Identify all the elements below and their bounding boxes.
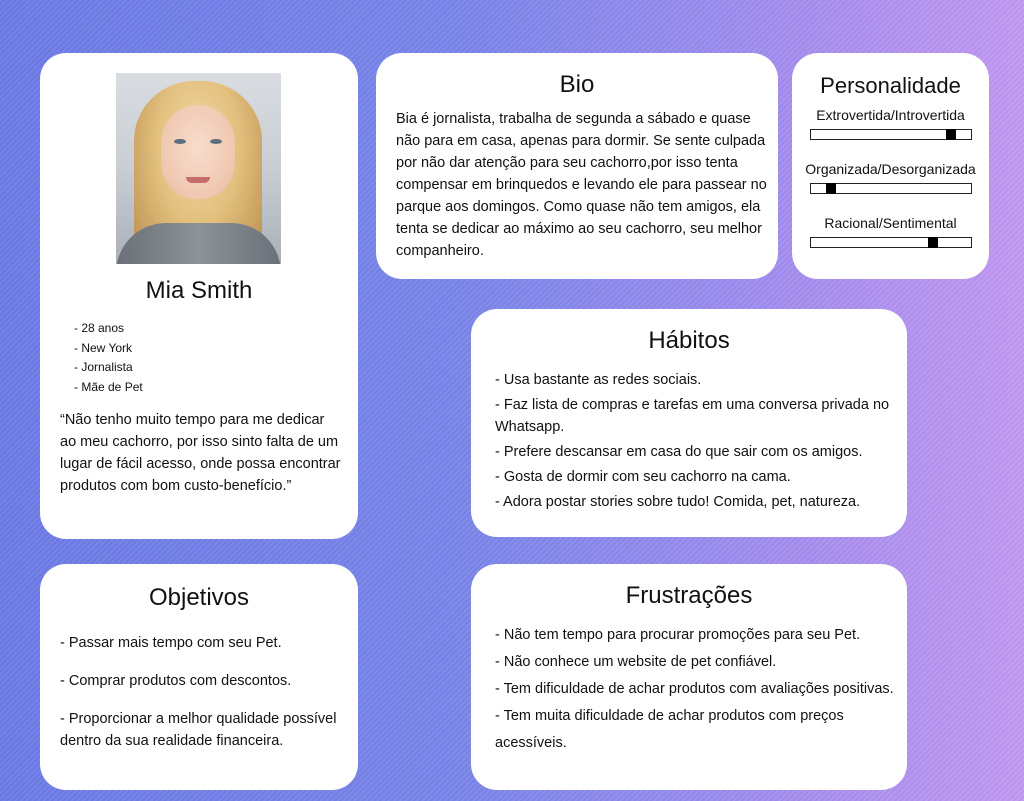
trait-rationality bbox=[792, 215, 989, 231]
trait-slider bbox=[810, 237, 972, 248]
list-item: - Não tem tempo para procurar promoções para seu Pet. bbox=[495, 627, 861, 643]
habits-title: Hábitos bbox=[648, 327, 730, 354]
list-item: - Proporcionar a melhor qualidade possível dentro da sua realidade financeira. bbox=[60, 711, 337, 749]
persona-facts bbox=[74, 319, 143, 397]
fact-city: - New York bbox=[74, 340, 133, 355]
frustrations-list bbox=[495, 622, 895, 757]
list-item: - Tem muita dificuldade de achar produtos com preços acessíveis. bbox=[495, 708, 844, 751]
profile-photo bbox=[116, 73, 281, 264]
goals-card bbox=[40, 564, 358, 790]
trait-slider bbox=[810, 129, 972, 140]
fact-job: - Jornalista bbox=[74, 360, 133, 374]
trait-thumb bbox=[826, 183, 836, 194]
habits-card bbox=[471, 309, 907, 537]
list-item: - Passar mais tempo com seu Pet. bbox=[60, 635, 282, 651]
persona-quote: “Não tenho muito tempo para me dedicar ao meu cachorro, por isso sinto falta de um lugar de fácil acesso, onde possa encontrar produtos com bom custo-benefício.” bbox=[60, 412, 341, 494]
trait-thumb bbox=[928, 237, 938, 248]
list-item: - Gosta de dormir com seu cachorro na cama. bbox=[495, 469, 791, 485]
persona-name: Mia Smith bbox=[145, 277, 253, 304]
bio-card bbox=[376, 53, 778, 279]
fact-pet: - Mãe de Pet bbox=[74, 379, 143, 394]
trait-organization bbox=[792, 161, 989, 177]
list-item: - Prefere descansar em casa do que sair com os amigos. bbox=[495, 444, 863, 460]
bio-title: Bio bbox=[559, 71, 595, 98]
frustrations-card bbox=[471, 564, 907, 790]
list-item: - Faz lista de compras e tarefas em uma conversa privada no Whatsapp. bbox=[495, 397, 890, 435]
bio-text: Bia é jornalista, trabalha de segunda a sábado e quase não para em casa, apenas para dormir. Se sente culpada por não dar atenção para seu cachorro,por isso tenta compensar em brinquedos e levando ele para passear no parque aos domingos. Como quase não tem amigos, ela tenta se dedicar ao máximo ao seu cachorro, seu melhor companheiro. bbox=[396, 111, 767, 259]
frustrations-title: Frustrações bbox=[625, 582, 753, 609]
personality-card bbox=[792, 53, 989, 279]
goals-list bbox=[60, 632, 340, 768]
habits-list bbox=[495, 369, 895, 516]
trait-label: Organizada/Desorganizada bbox=[805, 161, 976, 177]
profile-card bbox=[40, 53, 358, 539]
fact-age: - 28 anos bbox=[74, 321, 125, 335]
list-item: - Usa bastante as redes sociais. bbox=[495, 372, 702, 388]
list-item: - Comprar produtos com descontos. bbox=[60, 673, 292, 689]
trait-slider bbox=[810, 183, 972, 194]
trait-label: Extrovertida/Introvertida bbox=[816, 107, 965, 123]
trait-thumb bbox=[946, 129, 956, 140]
list-item: - Tem dificuldade de achar produtos com avaliações positivas. bbox=[495, 681, 894, 697]
trait-label: Racional/Sentimental bbox=[824, 215, 957, 231]
personality-title: Personalidade bbox=[820, 73, 961, 98]
trait-extroversion bbox=[792, 107, 989, 123]
list-item: - Adora postar stories sobre tudo! Comida, pet, natureza. bbox=[495, 494, 861, 510]
goals-title: Objetivos bbox=[148, 584, 250, 611]
list-item: - Não conhece um website de pet confiável. bbox=[495, 654, 777, 670]
